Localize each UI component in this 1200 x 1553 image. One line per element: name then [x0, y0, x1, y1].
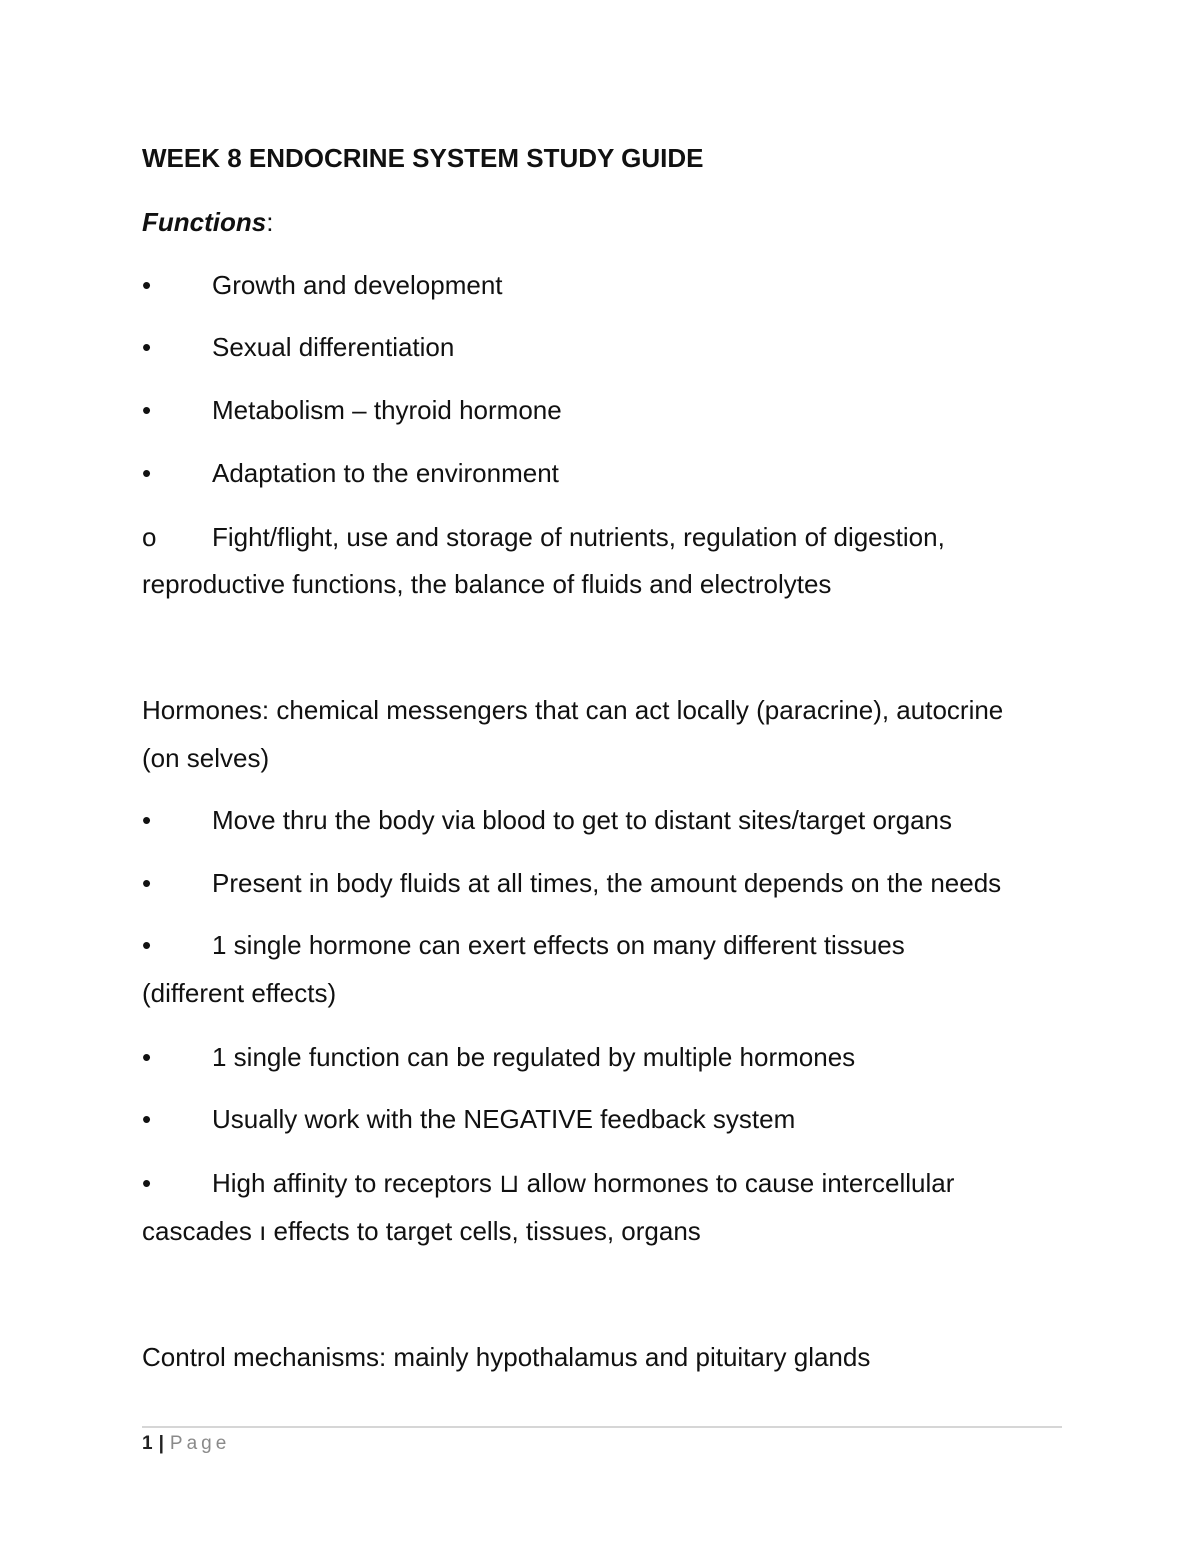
- functions-heading-colon: :: [266, 207, 274, 237]
- bullet-marker: •: [142, 270, 152, 300]
- bullet-text: 1 single hormone can exert effects on many different tissues: [212, 930, 905, 960]
- bullet-marker: •: [142, 1042, 152, 1072]
- bullet-marker: •: [142, 1168, 152, 1198]
- bullet-text: Adaptation to the environment: [212, 458, 559, 488]
- bullet-text: Sexual differentiation: [212, 332, 455, 362]
- bullet-text: 1 single function can be regulated by multiple hormones: [212, 1042, 856, 1072]
- bullet-marker: •: [142, 805, 152, 835]
- functions-sub-item: [142, 521, 945, 553]
- sub-item-marker: o: [142, 522, 157, 552]
- hormones-bullet-2: [142, 867, 1001, 899]
- bullet-marker: •: [142, 1104, 152, 1134]
- footer-separator: |: [158, 1433, 164, 1454]
- bullet-marker: •: [142, 930, 152, 960]
- functions-bullet-4: [142, 457, 559, 489]
- sub-item-text-line1: Fight/flight, use and storage of nutrients, regulation of digestion,: [212, 522, 945, 552]
- functions-heading: [142, 206, 273, 238]
- functions-heading-label: Functions: [142, 207, 267, 237]
- bullet-text: Usually work with the NEGATIVE feedback system: [212, 1104, 796, 1134]
- hormones-intro-line1: Hormones: chemical messengers that can act locally (paracrine), autocrine: [142, 695, 1004, 725]
- bullet-text: Metabolism – thyroid hormone: [212, 395, 562, 425]
- functions-bullet-1: [142, 269, 503, 301]
- bullet-text: Move thru the body via blood to get to distant sites/target organs: [212, 805, 952, 835]
- page-label: Page: [169, 1433, 231, 1454]
- hormones-bullet-3: [142, 929, 905, 961]
- document-title: WEEK 8 ENDOCRINE SYSTEM STUDY GUIDE: [142, 143, 704, 173]
- hormones-bullet-1: [142, 804, 952, 836]
- hormones-bullet-6-continuation: cascades ı effects to target cells, tissues, organs: [142, 1216, 701, 1246]
- bullet-marker: •: [142, 332, 152, 362]
- bullet-text: Growth and development: [212, 270, 503, 300]
- page-footer: [142, 1432, 230, 1456]
- hormones-bullet-3-continuation: (different effects): [142, 978, 337, 1008]
- control-mechanisms: Control mechanisms: mainly hypothalamus and pituitary glands: [142, 1342, 871, 1372]
- page-number: 1: [142, 1433, 153, 1454]
- hormones-intro-line2: (on selves): [142, 743, 270, 773]
- hormones-bullet-4: [142, 1041, 855, 1073]
- functions-sub-item-line2: reproductive functions, the balance of fluids and electrolytes: [142, 569, 832, 599]
- hormones-bullet-6: [142, 1167, 954, 1199]
- functions-bullet-2: [142, 331, 454, 363]
- functions-bullet-3: [142, 394, 562, 426]
- bullet-marker: •: [142, 395, 152, 425]
- bullet-text: High affinity to receptors ⊔ allow hormones to cause intercellular: [212, 1168, 955, 1198]
- bullet-text: Present in body fluids at all times, the amount depends on the needs: [212, 868, 1002, 898]
- bullet-marker: •: [142, 868, 152, 898]
- footer-divider: [142, 1426, 1062, 1428]
- bullet-marker: •: [142, 458, 152, 488]
- hormones-bullet-5: [142, 1103, 795, 1135]
